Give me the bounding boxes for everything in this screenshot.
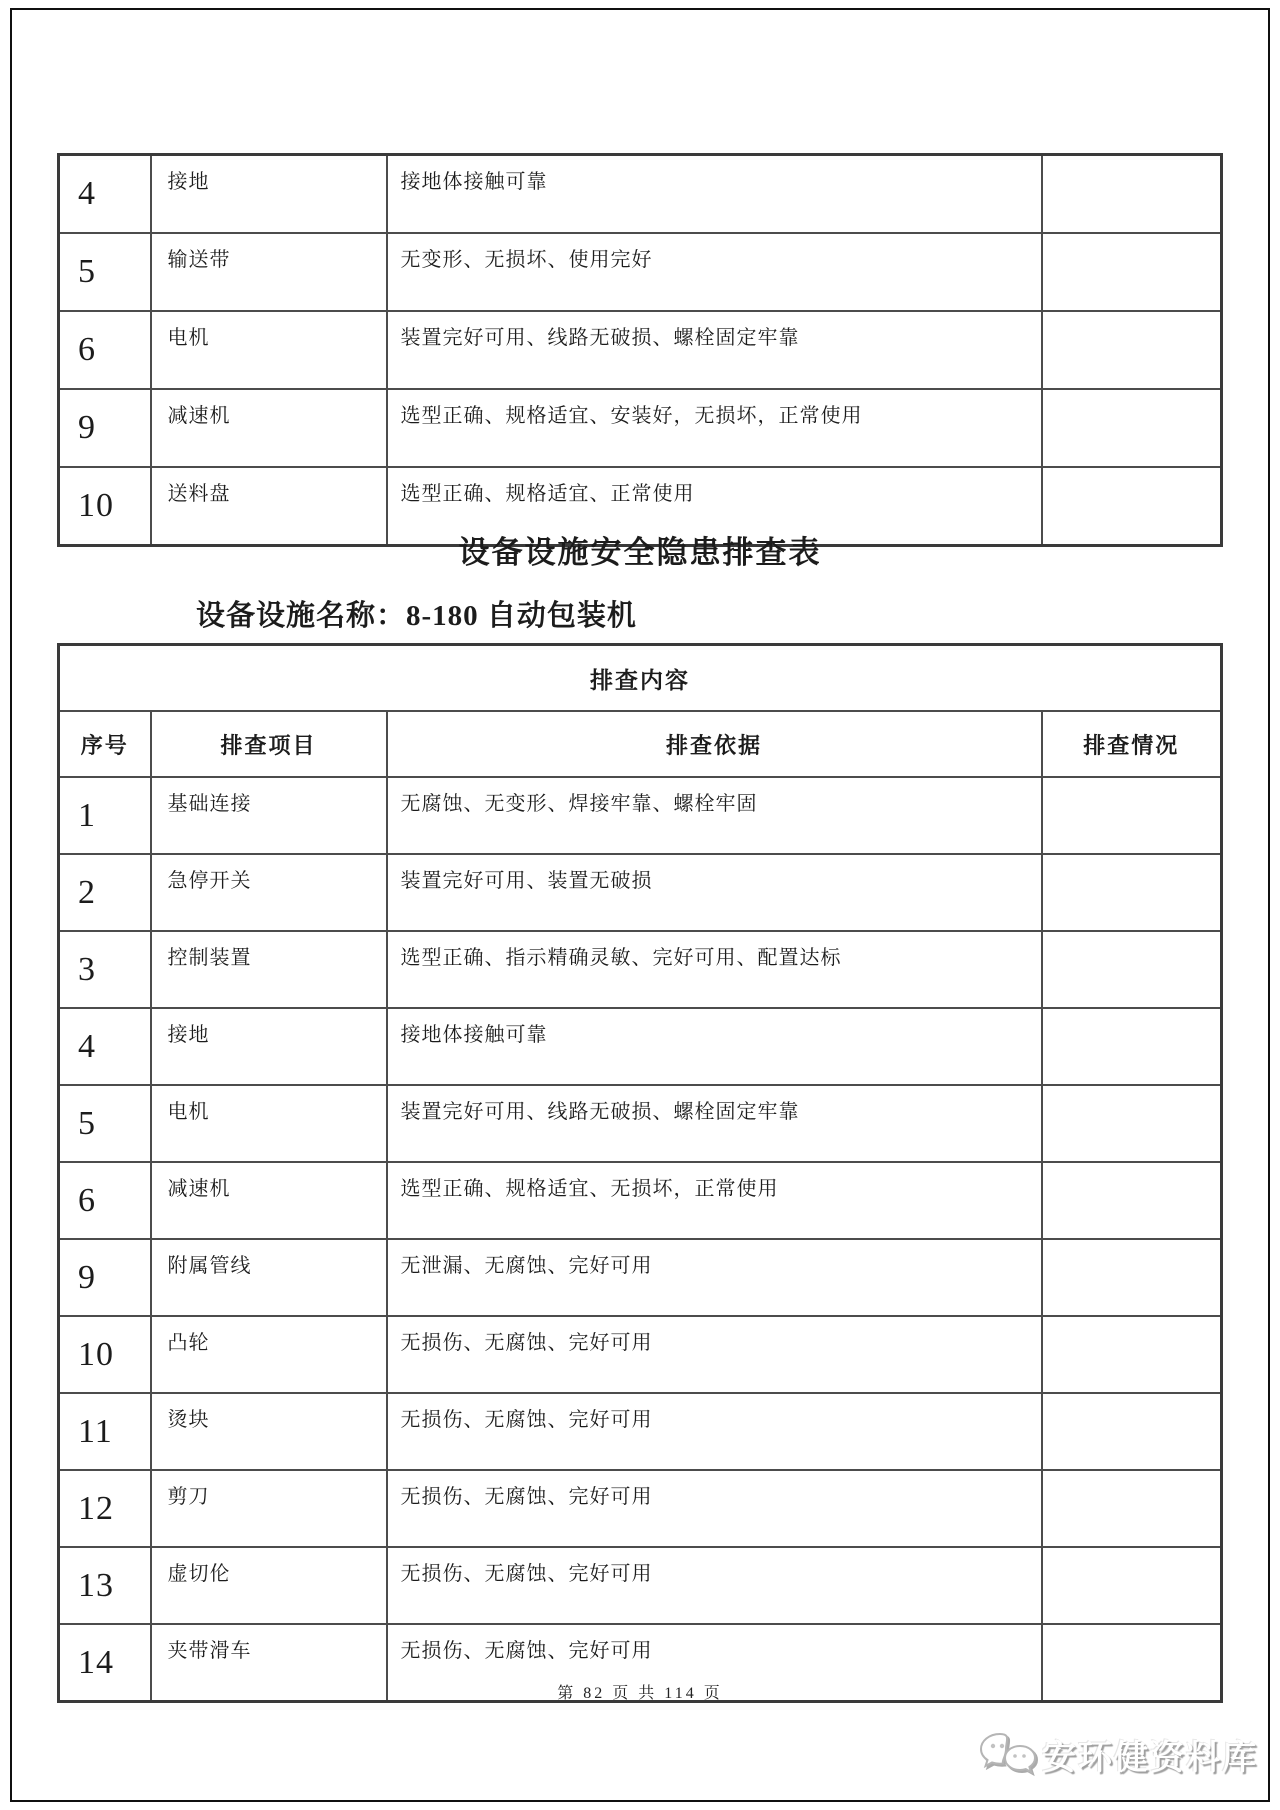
row-number-cell: 1 (59, 777, 151, 854)
row-status-cell (1042, 931, 1222, 1008)
row-status-cell (1042, 1085, 1222, 1162)
row-number-cell: 2 (59, 854, 151, 931)
row-item-cell: 减速机 (151, 1162, 387, 1239)
row-status-cell (1042, 1162, 1222, 1239)
row-number-cell: 4 (59, 155, 151, 234)
page-title: 设备设施安全隐患排查表 (458, 535, 822, 570)
table-row (59, 311, 1222, 389)
row-item-cell: 输送带 (151, 233, 387, 311)
row-status-cell (1042, 1239, 1222, 1316)
table-row (59, 1239, 1222, 1316)
row-number-cell: 3 (59, 931, 151, 1008)
row-number-cell: 4 (59, 1008, 151, 1085)
row-basis-cell: 无损伤、无腐蚀、完好可用 (387, 1470, 1042, 1547)
row-item-cell: 基础连接 (151, 777, 387, 854)
row-item-cell: 电机 (151, 1085, 387, 1162)
row-basis-cell: 选型正确、规格适宜、安装好，无损坏，正常使用 (387, 389, 1042, 467)
row-basis-cell: 无腐蚀、无变形、焊接牢靠、螺栓牢固 (387, 777, 1042, 854)
row-number-cell: 5 (59, 1085, 151, 1162)
row-number-cell: 13 (59, 1547, 151, 1624)
row-basis-cell: 接地体接触可靠 (387, 155, 1042, 234)
table-row (59, 1393, 1222, 1470)
row-basis-cell: 无损伤、无腐蚀、完好可用 (387, 1393, 1042, 1470)
table-row (59, 1085, 1222, 1162)
inspection-table (57, 643, 1223, 1703)
row-number-cell: 6 (59, 1162, 151, 1239)
row-status-cell (1042, 1316, 1222, 1393)
row-item-cell: 凸轮 (151, 1316, 387, 1393)
row-item-cell: 夹带滑车 (151, 1624, 387, 1702)
row-number-cell: 12 (59, 1470, 151, 1547)
row-basis-cell: 选型正确、指示精确灵敏、完好可用、配置达标 (387, 931, 1042, 1008)
inspection-table-head (59, 645, 1222, 778)
table-row (59, 854, 1222, 931)
row-item-cell: 接地 (151, 155, 387, 234)
column-header-item: 排查项目 (151, 711, 387, 777)
row-status-cell (1042, 233, 1222, 311)
row-status-cell (1042, 1470, 1222, 1547)
row-status-cell (1042, 389, 1222, 467)
row-status-cell (1042, 854, 1222, 931)
row-item-cell: 送料盘 (151, 467, 387, 546)
table-row (59, 777, 1222, 854)
column-header-status: 排查情况 (1042, 711, 1222, 777)
row-basis-cell: 装置完好可用、装置无破损 (387, 854, 1042, 931)
row-status-cell (1042, 1393, 1222, 1470)
row-number-cell: 14 (59, 1624, 151, 1702)
column-header-no: 序号 (59, 711, 151, 777)
row-status-cell (1042, 1547, 1222, 1624)
wechat-chat-bubbles-icon (978, 1732, 1036, 1778)
row-item-cell: 急停开关 (151, 854, 387, 931)
row-basis-cell: 无泄漏、无腐蚀、完好可用 (387, 1239, 1042, 1316)
row-item-cell: 接地 (151, 1008, 387, 1085)
row-basis-cell: 无损伤、无腐蚀、完好可用 (387, 1547, 1042, 1624)
row-number-cell: 9 (59, 389, 151, 467)
table-row (59, 1162, 1222, 1239)
row-status-cell (1042, 777, 1222, 854)
table-row (59, 1547, 1222, 1624)
row-basis-cell: 装置完好可用、线路无破损、螺栓固定牢靠 (387, 311, 1042, 389)
watermark-text: 安环健资料库 (1042, 1739, 1258, 1777)
row-number-cell: 11 (59, 1393, 151, 1470)
row-item-cell: 附属管线 (151, 1239, 387, 1316)
row-item-cell: 剪刀 (151, 1470, 387, 1547)
row-number-cell: 6 (59, 311, 151, 389)
row-basis-cell: 选型正确、规格适宜、无损坏，正常使用 (387, 1162, 1042, 1239)
inspection-table-continued-body (59, 155, 1222, 546)
table-row (59, 1470, 1222, 1547)
page-number: 第 82 页 共 114 页 (557, 1685, 723, 1702)
table-row (59, 1316, 1222, 1393)
table-row (59, 233, 1222, 311)
row-item-cell: 电机 (151, 311, 387, 389)
row-basis-cell: 无损伤、无腐蚀、完好可用 (387, 1624, 1042, 1702)
row-status-cell (1042, 1008, 1222, 1085)
span-header-row (59, 645, 1222, 712)
table-span-header: 排查内容 (59, 645, 1222, 712)
row-basis-cell: 无变形、无损坏、使用完好 (387, 233, 1042, 311)
row-basis-cell: 装置完好可用、线路无破损、螺栓固定牢靠 (387, 1085, 1042, 1162)
row-basis-cell: 无损伤、无腐蚀、完好可用 (387, 1316, 1042, 1393)
row-status-cell (1042, 311, 1222, 389)
inspection-table-body (59, 777, 1222, 1702)
row-number-cell: 9 (59, 1239, 151, 1316)
table-row (59, 931, 1222, 1008)
inspection-table-continued (57, 153, 1223, 547)
device-name: 设备设施名称：8-180 自动包装机 (196, 600, 637, 632)
column-header-row (59, 711, 1222, 777)
row-number-cell: 10 (59, 1316, 151, 1393)
row-item-cell: 减速机 (151, 389, 387, 467)
row-item-cell: 烫块 (151, 1393, 387, 1470)
watermark (978, 1730, 1258, 1779)
column-header-basis: 排查依据 (387, 711, 1042, 777)
row-basis-cell: 接地体接触可靠 (387, 1008, 1042, 1085)
row-basis-cell: 选型正确、规格适宜、正常使用 (387, 467, 1042, 546)
row-item-cell: 虚切伦 (151, 1547, 387, 1624)
row-item-cell: 控制装置 (151, 931, 387, 1008)
row-number-cell: 10 (59, 467, 151, 546)
row-status-cell (1042, 155, 1222, 234)
row-number-cell: 5 (59, 233, 151, 311)
table-row (59, 155, 1222, 234)
table-row (59, 1008, 1222, 1085)
table-row (59, 389, 1222, 467)
